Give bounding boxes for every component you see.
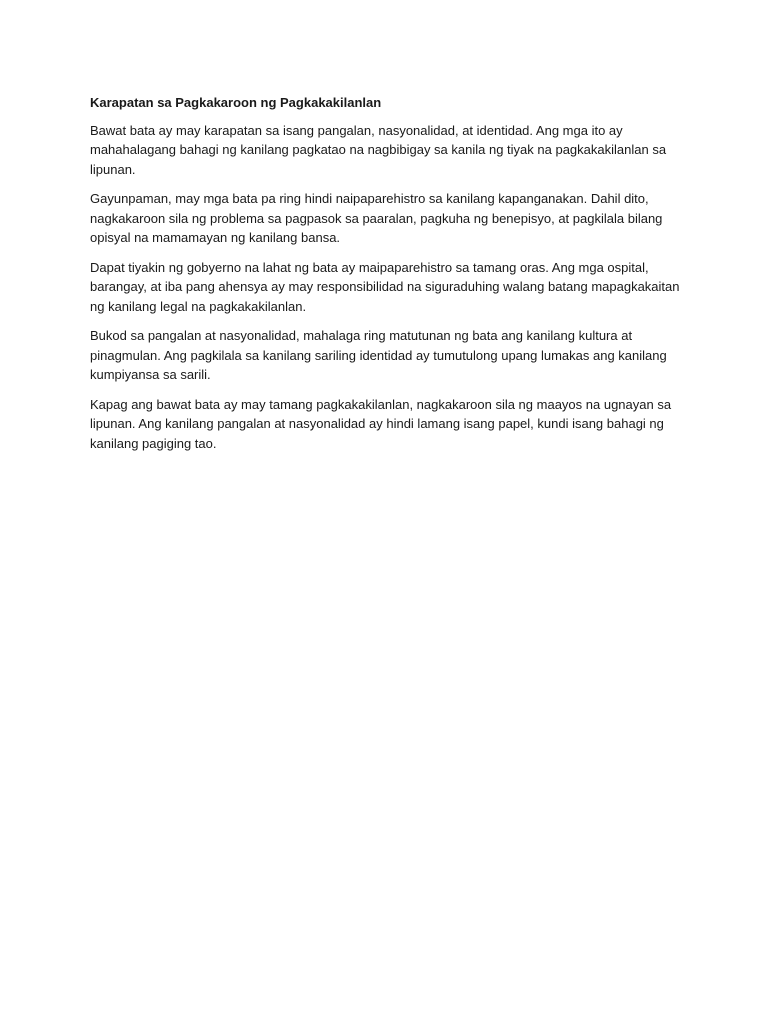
document-body — [90, 93, 680, 463]
paragraph-1: Bawat bata ay may karapatan sa isang pangalan, nasyonalidad, at identidad. Ang mga ito ay mahahalagang bahagi ng kanilang pagkatao na nagbibigay sa kanila ng tiyak na pagkakakilanlan sa lipunan. — [90, 122, 667, 177]
paragraph-4: Bukod sa pangalan at nasyonalidad, mahalaga ring matutunan ng bata ang kanilang kultura at pinagmulan. Ang pagkilala sa kanilang sariling identidad ay tumutulong upang lumakas ang kanilang kumpiyansa sa sarili. — [90, 328, 667, 382]
paragraph-3: Dapat tiyakin ng gobyerno na lahat ng bata ay maipaparehistro sa tamang oras. Ang mga ospital, barangay, at iba pang ahensya ay may responsibilidad na siguraduhing walang batang mapagkakaitan ng kanilang legal na pagkakakilanlan. — [90, 259, 680, 314]
paragraph-5: Kapag ang bawat bata ay may tamang pagkakakilanlan, nagkakaroon sila ng maayos na ugnayan sa lipunan. Ang kanilang pangalan at nasyonalidad ay hindi lamang isang papel, kundi isang bahagi ng kanilang pagiging tao. — [90, 396, 672, 451]
paragraph-2: Gayunpaman, may mga bata pa ring hindi naipaparehistro sa kanilang kapanganakan. Dahil dito, nagkakaroon sila ng problema sa pagpasok sa paaralan, pagkuha ng benepisyo, at pagkilala bilang opisyal na mamamayan ng kanilang bansa. — [90, 191, 663, 245]
document-title: Karapatan sa Pagkakaroon ng Pagkakakilanlan — [90, 95, 382, 110]
